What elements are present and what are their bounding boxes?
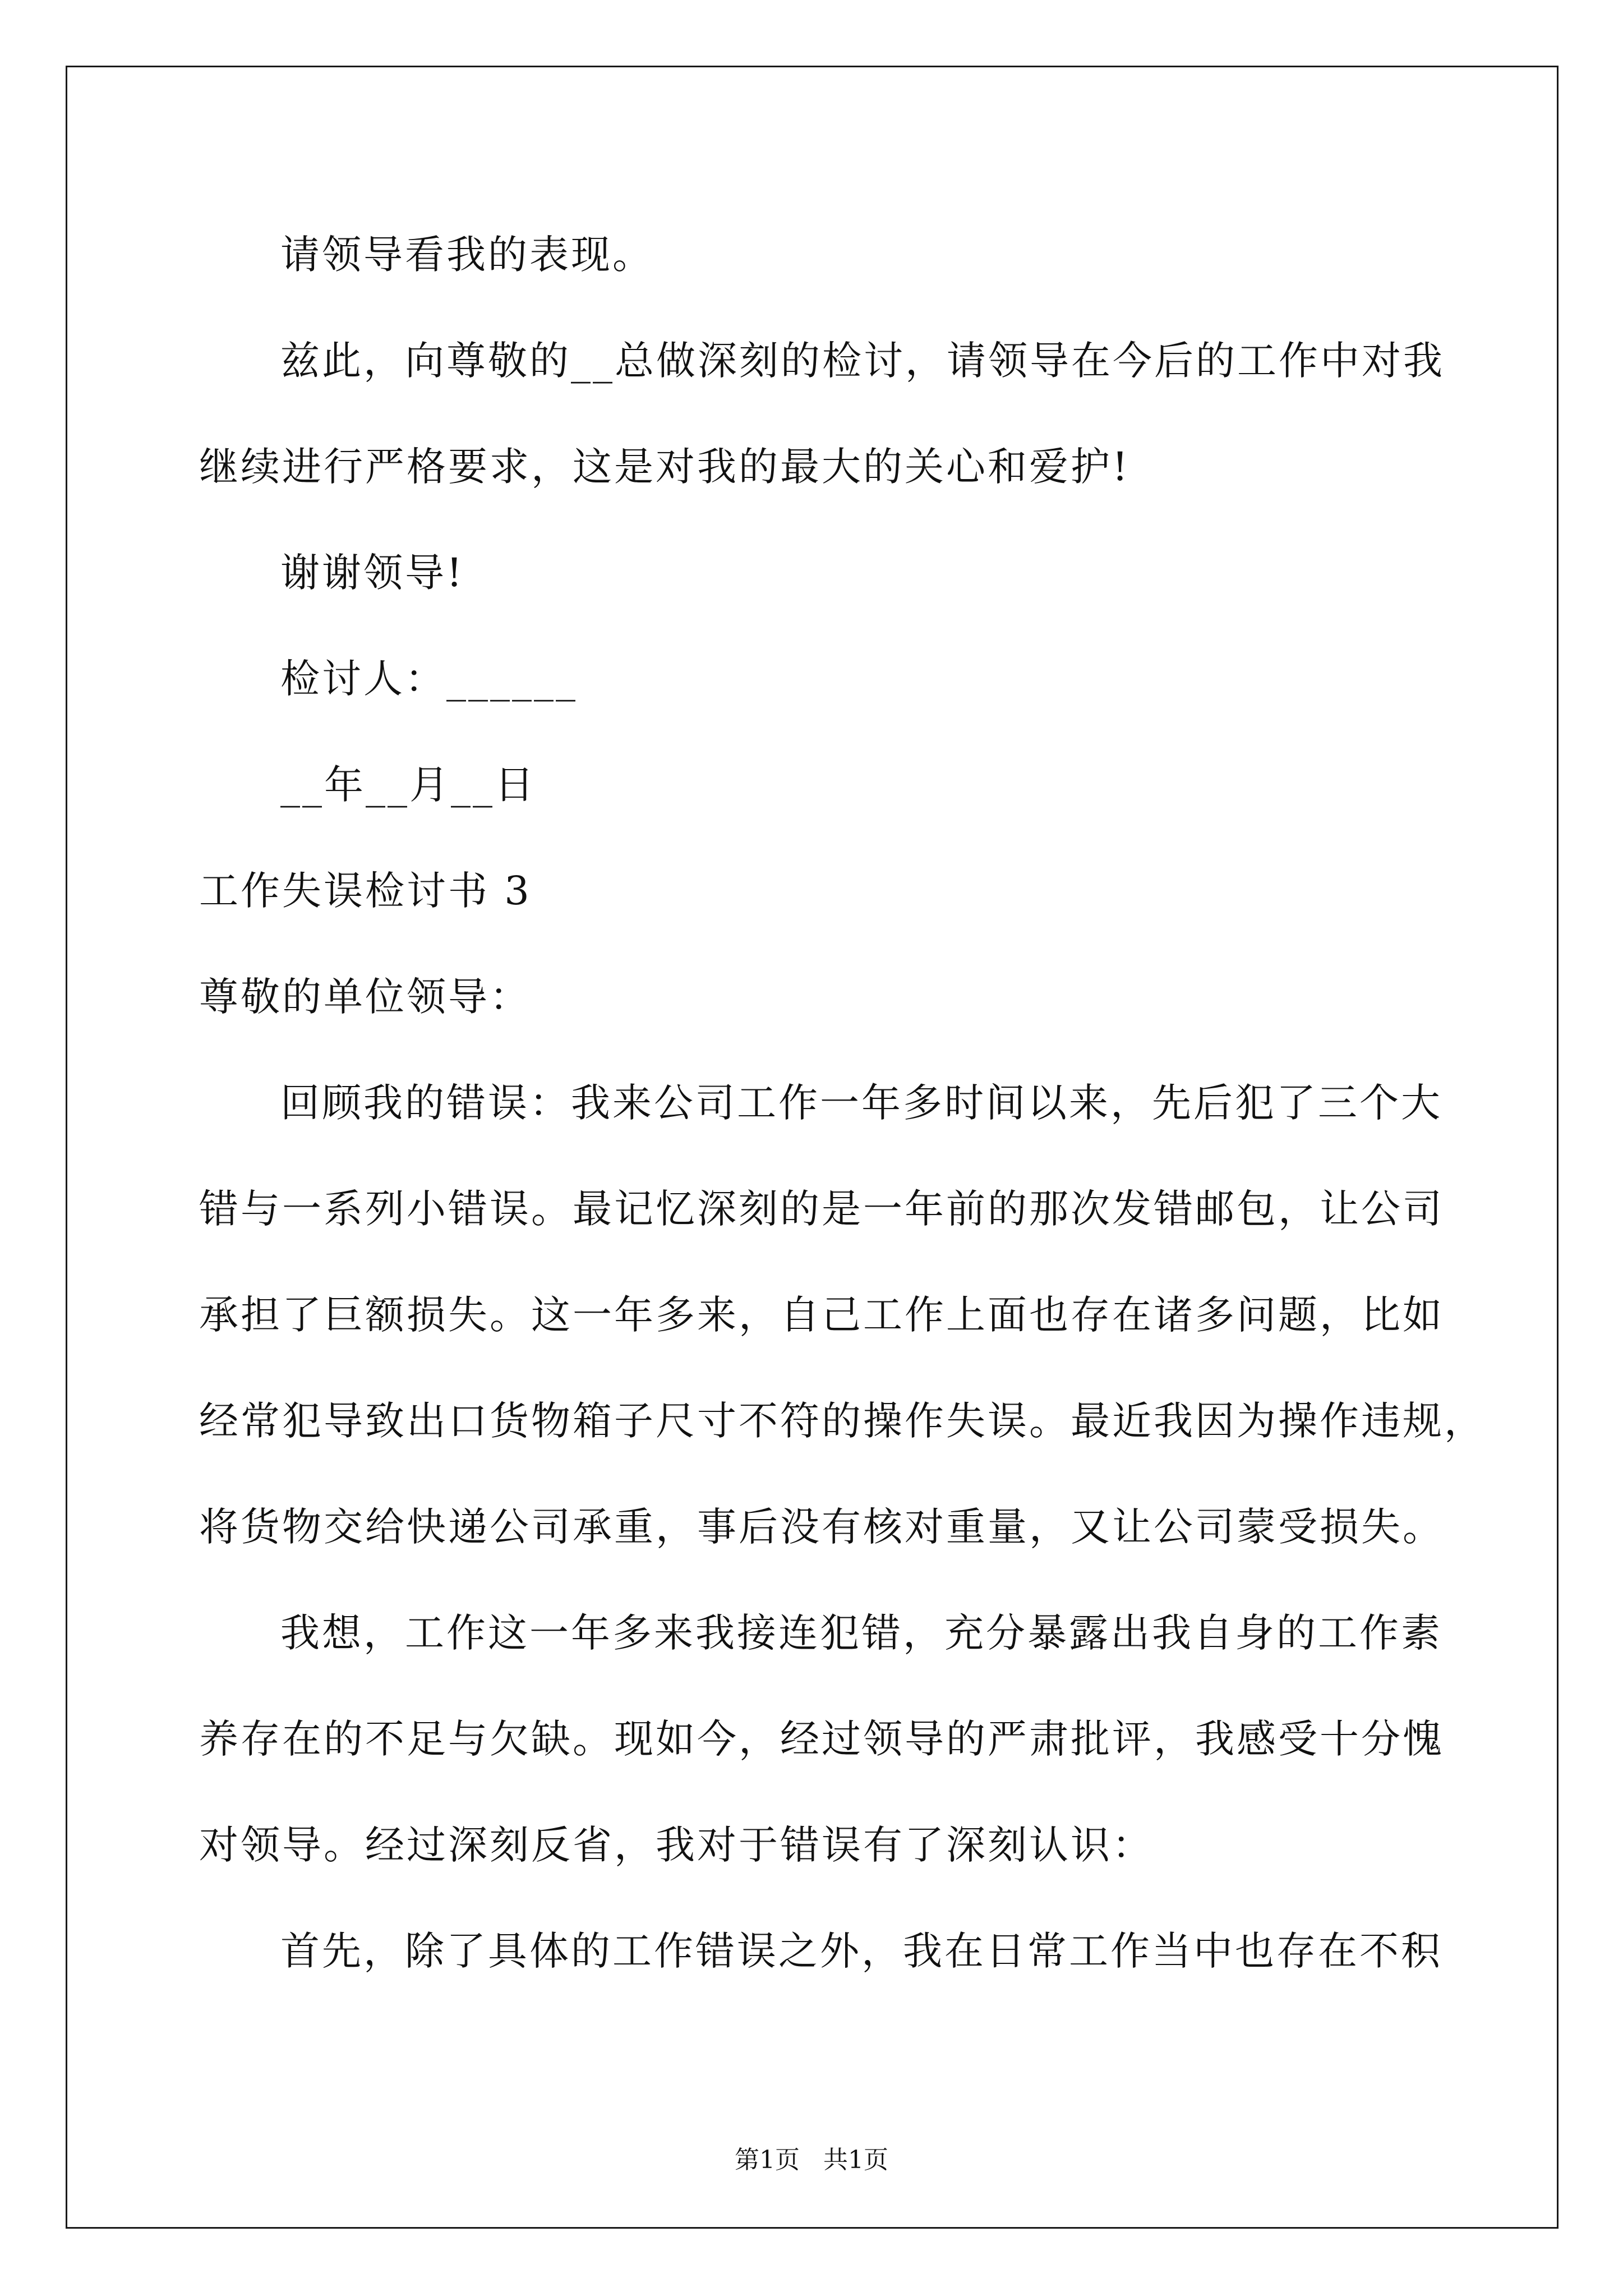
text-line: 回顾我的错误：我来公司工作一年多时间以来，先后犯了三个大 (280, 1080, 1442, 1126)
text-line: 养存在的不足与欠缺。现如今，经过领导的严肃批评，我感受十分愧 (199, 1716, 1444, 1762)
text-line: 将货物交给快递公司承重，事后没有核对重量，又让公司蒙受损失。 (199, 1504, 1444, 1550)
date-line: __年__月__日 (280, 762, 536, 808)
section-heading: 工作失误检讨书 3 (199, 868, 532, 914)
text-line: 兹此，向尊敬的__总做深刻的检讨，请领导在今后的工作中对我 (280, 338, 1445, 384)
text-line: 我想，工作这一年多来我接连犯错，充分暴露出我自身的工作素 (280, 1610, 1442, 1656)
page-footer: 第1页 共1页 (735, 2146, 888, 2174)
text-line: 承担了巨额损失。这一年多来，自己工作上面也存在诸多问题，比如 (199, 1292, 1444, 1338)
text-line: 错与一系列小错误。最记忆深刻的是一年前的那次发错邮包，让公司 (199, 1186, 1444, 1232)
salutation: 尊敬的单位领导： (199, 974, 531, 1020)
text-line: 经常犯导致出口货物箱子尺寸不符的操作失误。最近我因为操作违规， (199, 1398, 1486, 1444)
page-border (66, 66, 1559, 2229)
text-line: 对领导。经过深刻反省，我对于错误有了深刻认识： (199, 1822, 1154, 1868)
signature-line: 检讨人：______ (280, 656, 578, 702)
text-line: 谢谢领导! (280, 550, 465, 596)
text-line: 继续进行严格要求，这是对我的最大的关心和爱护! (199, 444, 1131, 490)
text-line: 请领导看我的表现。 (280, 232, 654, 278)
text-line: 首先，除了具体的工作错误之外，我在日常工作当中也存在不积 (280, 1928, 1442, 1974)
